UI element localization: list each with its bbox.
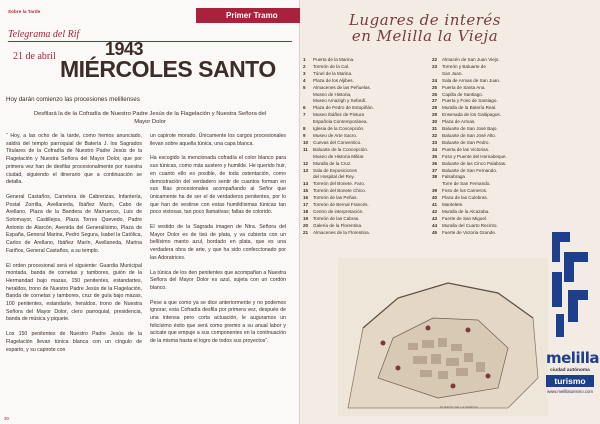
paragraph: Los 150 penitentes de Nuestro Padre Jesús de la Flagelación llevan túnica blanca con un cíngulo de esparto, y su capirote con bbox=[6, 331, 142, 353]
poi-label: Muralla de la Cruz. bbox=[313, 160, 352, 166]
poi-label: Muralla de la Batería Real. bbox=[442, 105, 497, 111]
paragraph: “ Hoy, a las ocho de la tarde, como hemos anunciado, saldrá del templo parroquial de Batería J. los Sagrados Titulares de la Cofradía de Nuestro Padre Jesús de la Flagelación y Nuestra Señora del Mayor Dolor, que por primera vez han de desfilar procesionalmente por nuestra ciudad, siguiendo el itinerario que a continuación se detalla. bbox=[6, 133, 142, 186]
section-tab: Primer Tramo bbox=[196, 8, 300, 23]
poi-item bbox=[432, 85, 557, 92]
poi-label: Museo Ibáñez de Pintura bbox=[313, 112, 365, 118]
poi-item bbox=[432, 223, 557, 230]
poi-number: 25 bbox=[432, 84, 438, 90]
poi-label: Baluarte de la Concepción. bbox=[313, 146, 369, 152]
poi-label: Almacenes de la Florentina. bbox=[313, 229, 370, 235]
poi-item bbox=[303, 140, 428, 147]
poi-number: 6 bbox=[303, 105, 306, 111]
poi-label: Muralla de la Alcazaba. bbox=[442, 208, 490, 214]
poi-number: 11 bbox=[303, 146, 308, 152]
poi-number: 27 bbox=[432, 98, 438, 104]
poi-number: 9 bbox=[303, 132, 306, 138]
paragraph: Pese a que como ya se dice anteriormente y no podemos ignorar, esta Cofradía desfila por primera vez, después de una intensa pero corta actuación, le auguramos un felicísimo éxito que será como premio a su anual labor y acicate que empuje a sus componentes en la continuación de la misma hasta el logro de todos sus proyectos”. bbox=[150, 299, 286, 345]
poi-label: Torreón de la Cal. bbox=[313, 63, 350, 69]
poi-label: Falsabraga bbox=[442, 174, 465, 180]
subhead: Desfilará la de la Cofradía de Nuestro Padre Jesús de la Flagelación y Nuestra Señora del Mayor Dolor bbox=[33, 111, 267, 125]
poi-item bbox=[432, 188, 557, 195]
poi-number: 16 bbox=[303, 195, 309, 201]
poi-number: 44 bbox=[432, 222, 438, 228]
poi-label: Torreón de Bernal Francés. bbox=[313, 202, 369, 208]
paragraph: Ha escogido la mencionada cofradía el color blanco para sus túnicas, como más austero y humilde. He querido huir, en cuanto ello es posible, de toda ostentación, como demostración del verdadero sentir de cuantos forman en sus filas procesionales acompañando al Señor que únicamente ha de ser el de verdaderos penitentes, por lo que han de vestirse con estas humildísimas túnicas tan poco vistosas, tan poco llamativas; faltas de colorido. bbox=[150, 155, 286, 216]
poi-label: Plaza de los Aljibes. bbox=[313, 77, 354, 83]
map-title bbox=[315, 12, 535, 44]
paragraph: La túnica de los den penitentes que acompañan a Nuestra Señora del Mayor Dolor es azul, sujeta con un cordón blanco. bbox=[150, 269, 286, 291]
poi-item bbox=[303, 147, 428, 154]
map-title-line-2: en Melilla la Vieja bbox=[351, 27, 499, 45]
poi-number: 42 bbox=[432, 208, 438, 214]
poi-item bbox=[303, 188, 428, 195]
poi-item bbox=[432, 119, 557, 126]
poi-number: 35 bbox=[432, 153, 438, 159]
map-label: PUERTO DE LA MARINA bbox=[440, 405, 479, 409]
poi-label: Mantelete. bbox=[442, 202, 464, 208]
poi-item bbox=[303, 85, 428, 92]
poi-number: 20 bbox=[303, 222, 309, 228]
poi-number: 8 bbox=[303, 126, 306, 132]
poi-label: Torreón de las Cabras. bbox=[313, 215, 360, 221]
poi-number: 3 bbox=[303, 70, 306, 76]
poi-number: 45 bbox=[432, 229, 438, 235]
map-illustration bbox=[338, 258, 548, 416]
poi-item bbox=[303, 230, 428, 237]
poi-number: 24 bbox=[432, 77, 438, 83]
poi-label: Ensenada de los Galápagos. bbox=[442, 112, 501, 118]
poi-label: Puerta de la Marina. bbox=[313, 57, 355, 62]
poi-item bbox=[432, 161, 557, 168]
poi-number: 18 bbox=[303, 208, 309, 214]
poi-number: 19 bbox=[303, 215, 309, 221]
poi-label: Museo de Historia Militar. bbox=[313, 153, 365, 159]
poi-number: 21 bbox=[303, 229, 309, 235]
paragraph: General Castaños, Carretera de Cabrerizas, Infantería, Postal Zorrilla, Avellaneda, Ibáñez Marín, Cabo de Arellano, Plaza de la Bandera de Marruecos, Luis de Sotomayor, Castillejos, Plaza Torres Quevedo, Padre Antonio de Alarcón, Avenida del Generalísimo, Plaza de España, General Marina, Pedro Segura, Isabel la Católica, Carlos de Arellano, Ibáñez Marín, Avellaneda, Marina Fariños, General Castaños, a su templo. bbox=[6, 193, 142, 254]
poi-label: Museo de Arte Sacro. bbox=[313, 132, 358, 138]
poi-label: Muralla del Cuarto Recinto. bbox=[442, 222, 498, 228]
poi-number: 39 bbox=[432, 188, 438, 194]
poi-item bbox=[303, 64, 428, 71]
poi-item bbox=[303, 168, 428, 175]
page-number: 30 bbox=[4, 416, 10, 421]
poi-label: Torre de San Fernando. bbox=[442, 181, 491, 187]
poi-label: Museo Amazigh y Sefardí. bbox=[313, 98, 367, 104]
paragraph: El vestido de la Sagrada imagen de Ntra. Señora del Mayor Dolor es de tisú de plata, y va cubierta con un bellísimo manto azul, bordado en plata, que es una verdadera obra de arte, y que ha sido confeccionado por las Adoratrices. bbox=[150, 224, 286, 261]
poi-label: Fuerte de San Miguel. bbox=[442, 215, 488, 221]
poi-item bbox=[303, 92, 428, 99]
poi-number: 38 bbox=[432, 174, 438, 180]
article-column-2 bbox=[150, 133, 286, 353]
poi-item bbox=[303, 105, 428, 112]
poi-label: Baluarte de San José Alto. bbox=[442, 132, 497, 138]
poi-label: Puerta y Foso de Santiago. bbox=[442, 98, 498, 104]
poi-item bbox=[303, 223, 428, 230]
poi-label: Centro de interpretación. bbox=[313, 208, 364, 214]
top-label: Sobre la Tarde bbox=[8, 9, 41, 14]
poi-number: 17 bbox=[303, 202, 309, 208]
poi-number: 37 bbox=[432, 167, 438, 173]
poi-item bbox=[432, 202, 557, 209]
poi-label: Plaza de Armas. bbox=[442, 119, 476, 125]
poi-item bbox=[432, 112, 557, 119]
poi-number: 40 bbox=[432, 195, 438, 201]
poi-label: Torreón y Baluarte de bbox=[442, 63, 486, 69]
poi-number: 41 bbox=[432, 202, 438, 208]
newspaper-name: Telegrama del Rif bbox=[8, 29, 80, 40]
poi-number: 32 bbox=[432, 132, 438, 138]
poi-label: Fuerte de Victoria Grande. bbox=[442, 229, 497, 235]
poi-number: 4 bbox=[303, 77, 306, 83]
poi-item bbox=[432, 57, 557, 64]
logo-subtitle: ciudad autónoma bbox=[550, 368, 590, 373]
poi-item bbox=[303, 202, 428, 209]
poi-label: Cuevas del Conventico. bbox=[313, 139, 362, 145]
poi-number: 2 bbox=[303, 63, 306, 69]
poi-label: Baluarte de las Cinco Palabras. bbox=[442, 160, 507, 166]
poi-item bbox=[303, 181, 428, 188]
poi-label: Museo de Historia, bbox=[313, 91, 352, 97]
poi-item bbox=[432, 98, 557, 105]
poi-list-right bbox=[432, 57, 557, 237]
poi-item bbox=[303, 71, 428, 78]
poi-item bbox=[303, 209, 428, 216]
logo-url[interactable]: www.melillaturismo.com bbox=[547, 389, 593, 394]
poi-number: 33 bbox=[432, 139, 438, 145]
poi-item bbox=[303, 57, 428, 64]
poi-item bbox=[432, 147, 557, 154]
poi-item bbox=[432, 105, 557, 112]
poi-label: Foso de los Carneros. bbox=[442, 188, 488, 194]
poi-item bbox=[303, 112, 428, 119]
poi-item bbox=[303, 216, 428, 223]
poi-label: Almacenes de las Peñuelas. bbox=[313, 84, 371, 90]
poi-item bbox=[303, 119, 428, 126]
poi-number: 5 bbox=[303, 84, 306, 90]
poi-item bbox=[432, 71, 557, 78]
poi-label: Almacén de San Juan Viejo. bbox=[442, 57, 500, 62]
poi-label: San Juan. bbox=[442, 70, 463, 76]
poi-item bbox=[432, 216, 557, 223]
poi-number: 7 bbox=[303, 112, 306, 118]
poi-label: Española Contemporánea. bbox=[313, 119, 368, 125]
poi-item bbox=[303, 126, 428, 133]
page-title: MIÉRCOLES SANTO bbox=[60, 56, 276, 82]
headline-year: 1943 bbox=[105, 39, 144, 59]
poi-label: Galería de la Florentina. bbox=[313, 222, 363, 228]
logo-word: melilla bbox=[546, 349, 599, 367]
paragraph: un capirote morado. Únicamente los cargos procesionales llevan sobre aquella túnica, una capa blanca. bbox=[150, 133, 286, 147]
poi-item bbox=[432, 154, 557, 161]
map-title-line-1: Lugares de interés bbox=[348, 11, 502, 29]
poi-item bbox=[432, 181, 557, 188]
poi-item bbox=[303, 161, 428, 168]
poi-item bbox=[432, 133, 557, 140]
title-divider bbox=[8, 41, 292, 42]
poi-number: 30 bbox=[432, 119, 438, 125]
poi-label: Torreón de las Peñas. bbox=[313, 195, 358, 201]
poi-item bbox=[432, 195, 557, 202]
poi-list-left bbox=[303, 57, 428, 237]
poi-number: 34 bbox=[432, 146, 438, 152]
poi-number: 15 bbox=[303, 188, 309, 194]
poi-number: 1 bbox=[303, 57, 306, 62]
poi-item bbox=[303, 98, 428, 105]
poi-label: Torreón del Bonete Chico. bbox=[313, 188, 367, 194]
poi-number: 28 bbox=[432, 105, 438, 111]
poi-item bbox=[432, 168, 557, 175]
poi-item bbox=[432, 126, 557, 133]
poi-number: 36 bbox=[432, 160, 438, 166]
right-page bbox=[300, 0, 600, 424]
poi-label: Plaza de Pedro de Estopiñán. bbox=[313, 105, 374, 111]
poi-number: 22 bbox=[432, 57, 438, 62]
poi-label: Iglesia de la Concepción. bbox=[313, 126, 365, 132]
poi-label: Capilla de Santiago. bbox=[442, 91, 484, 97]
poi-item bbox=[303, 133, 428, 140]
poi-label: del Hospital del Rey. bbox=[313, 174, 355, 180]
melilla-m-logo-icon bbox=[546, 222, 594, 342]
poi-number: 43 bbox=[432, 215, 438, 221]
poi-number: 12 bbox=[303, 160, 309, 166]
poi-number: 13 bbox=[303, 167, 309, 173]
poi-item bbox=[432, 92, 557, 99]
poi-item bbox=[432, 78, 557, 85]
poi-label: Baluarte de San Fernando. bbox=[442, 167, 498, 173]
poi-label: Túnel de la Marina. bbox=[313, 70, 353, 76]
poi-number: 31 bbox=[432, 126, 438, 132]
poi-label: Foso y Puente del Hornabeque. bbox=[442, 153, 507, 159]
logo-tourism-badge: turismo bbox=[546, 375, 594, 387]
melilla-tourism-logo[interactable] bbox=[546, 222, 599, 412]
poi-item bbox=[303, 154, 428, 161]
old-town-map bbox=[338, 258, 548, 416]
poi-item bbox=[432, 174, 557, 181]
poi-item bbox=[432, 64, 557, 71]
poi-item bbox=[303, 195, 428, 202]
poi-label: Torreón del Bonete. Faro. bbox=[313, 181, 366, 187]
poi-item bbox=[432, 140, 557, 147]
poi-number: 10 bbox=[303, 139, 309, 145]
poi-item bbox=[432, 209, 557, 216]
poi-label: Puerta de Santa Ana. bbox=[442, 84, 486, 90]
date-line: 21 de abril bbox=[13, 51, 56, 62]
poi-number: 14 bbox=[303, 181, 309, 187]
poi-label: Sala de Armas de San Juan. bbox=[442, 77, 501, 83]
article-column-1 bbox=[6, 133, 142, 361]
poi-label: Plaza de las Culebras. bbox=[442, 195, 488, 201]
poi-item bbox=[303, 78, 428, 85]
poi-item bbox=[303, 174, 428, 181]
poi-label: Baluarte de San Pedro. bbox=[442, 139, 490, 145]
poi-item bbox=[432, 230, 557, 237]
poi-number: 23 bbox=[432, 63, 438, 69]
poi-number: 26 bbox=[432, 91, 438, 97]
lede: Hoy darán comienzo las procesiones melillenses bbox=[6, 96, 140, 103]
poi-label: Puerta de las Victorias. bbox=[442, 146, 490, 152]
paragraph: El orden procesional será el siguiente: Guardia Municipal montada, banda de cornetas y tambores, guión de la Hermandad bajo mazas, 150 penitentes, estandartes, heraldos, trono de Nuestro Padre Jesús de la Flagelación, Banda de cornetas y tambores, cruz de guía bajo mazas, 100 penitentes, estandarte, heraldos, trono de Nuestra Señora del Mayor Dolor, clero parroquial, presidencia, banda de música y piquete. bbox=[6, 262, 142, 323]
poi-label: Baluarte de San José Bajo. bbox=[442, 126, 498, 132]
poi-label: Sala de Exposiciones bbox=[313, 167, 357, 173]
poi-number: 29 bbox=[432, 112, 438, 118]
